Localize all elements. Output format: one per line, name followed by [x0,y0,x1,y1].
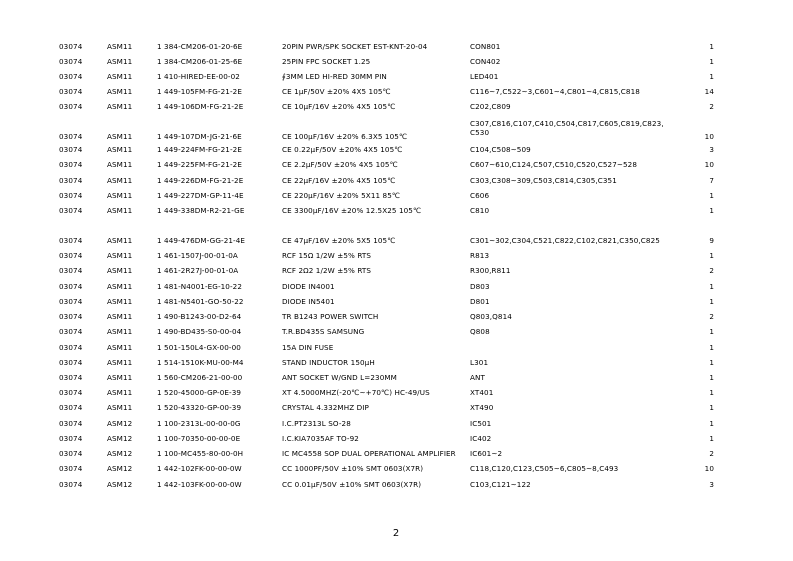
cell-ref: Q803,Q814 [470,312,512,321]
cell-model: ASM11 [107,236,133,245]
cell-model: ASM11 [107,251,133,260]
cell-desc: RCF 2Ω2 1/2W ±5% RTS [282,266,372,275]
cell-model: ASM11 [107,343,133,352]
cell-model: ASM11 [107,206,133,215]
cell-desc: CE 47μF/16V ±20% 5X5 105℃ [282,236,396,245]
cell-part: 1 490-B1243-00-D2-64 [157,312,242,321]
cell-part: 1 449-227DM-GP-11-4E [157,191,244,200]
cell-qty: 1 [709,191,714,200]
cell-job: 03074 [59,266,83,275]
cell-ref: R813 [470,251,490,260]
cell-model: ASM11 [107,373,133,382]
cell-ref: ANT [470,373,485,382]
cell-job: 03074 [59,464,83,473]
cell-part: 1 449-226DM-FG-21-2E [157,176,244,185]
cell-qty: 1 [709,343,714,352]
cell-model: ASM11 [107,160,133,169]
cell-desc: T.R.BD435S SAMSUNG [282,327,365,336]
cell-job: 03074 [59,191,83,200]
cell-ref: IC501 [470,419,492,428]
cell-part: 1 100-70350-00-00-0E [157,434,241,443]
cell-ref: XT490 [470,403,494,412]
cell-job: 03074 [59,403,83,412]
cell-model: ASM11 [107,87,133,96]
cell-job: 03074 [59,160,83,169]
cell-job: 03074 [59,132,83,141]
cell-part: 1 100-MC455-80-00-0H [157,449,244,458]
cell-job: 03074 [59,388,83,397]
cell-part: 1 560-CM206-21-00-00 [157,373,243,382]
cell-qty: 3 [709,480,714,489]
cell-part: 1 384-CM206-01-20-6E [157,42,243,51]
cell-qty: 1 [709,72,714,81]
cell-ref: C104,C508~509 [470,145,531,154]
cell-desc: CE 3300μF/16V ±20% 12.5X25 105℃ [282,206,422,215]
cell-part: 1 449-476DM-GG-21-4E [157,236,246,245]
cell-desc: CE 220μF/16V ±20% 5X11 85℃ [282,191,401,200]
cell-part: 1 514-1510K-MU-00-M4 [157,358,244,367]
cell-desc: STAND INDUCTOR 150μH [282,358,375,367]
cell-job: 03074 [59,72,83,81]
cell-model: ASM11 [107,282,133,291]
cell-part: 1 442-103FK-00-00-0W [157,480,242,489]
cell-qty: 1 [709,388,714,397]
cell-ref: IC601~2 [470,449,503,458]
cell-desc: CE 22μF/16V ±20% 4X5 105℃ [282,176,396,185]
cell-job: 03074 [59,358,83,367]
cell-part: 1 100-2313L-00-00-0G [157,419,241,428]
cell-model: ASM11 [107,57,133,66]
cell-job: 03074 [59,57,83,66]
cell-qty: 7 [709,176,714,185]
cell-qty: 1 [709,251,714,260]
cell-model: ASM12 [107,480,133,489]
cell-model: ASM11 [107,327,133,336]
cell-job: 03074 [59,297,83,306]
cell-job: 03074 [59,87,83,96]
cell-part: 1 461-1507J-00-01-0A [157,251,238,260]
cell-job: 03074 [59,145,83,154]
cell-desc: 25PIN FPC SOCKET 1.25 [282,57,371,66]
cell-job: 03074 [59,373,83,382]
cell-desc: RCF 15Ω 1/2W ±5% RTS [282,251,372,260]
cell-part: 1 410-HIRED-EE-00-02 [157,72,240,81]
cell-ref: C202,C809 [470,102,511,111]
cell-desc: IC MC4558 SOP DUAL OPERATIONAL AMPLIFIER [282,449,456,458]
cell-desc: I.C.PT2313L SO-28 [282,419,351,428]
cell-qty: 10 [704,160,714,169]
cell-job: 03074 [59,343,83,352]
cell-job: 03074 [59,42,83,51]
cell-desc: CE 1μF/50V ±20% 4X5 105℃ [282,87,391,96]
cell-part: 1 384-CM206-01-25-6E [157,57,243,66]
cell-qty: 1 [709,327,714,336]
cell-model: ASM11 [107,42,133,51]
cell-desc: CE 0.22μF/50V ±20% 4X5 105℃ [282,145,403,154]
cell-ref: R300,R811 [470,266,511,275]
cell-ref: C303,C308~309,C503,C814,C305,C351 [470,176,617,185]
cell-job: 03074 [59,251,83,260]
cell-ref: CON402 [470,57,501,66]
cell-model: ASM12 [107,464,133,473]
cell-ref: C118,C120,C123,C505~6,C805~8,C493 [470,464,619,473]
cell-model: ASM11 [107,312,133,321]
cell-part: 1 442-102FK-00-00-0W [157,464,242,473]
cell-part: 1 449-338DM-R2-21-GE [157,206,245,215]
cell-qty: 14 [704,87,714,96]
cell-model: ASM11 [107,403,133,412]
cell-qty: 1 [709,297,714,306]
cell-qty: 2 [709,266,714,275]
cell-qty: 1 [709,403,714,412]
cell-model: ASM11 [107,191,133,200]
cell-ref: C810 [470,206,490,215]
cell-qty: 2 [709,102,714,111]
cell-qty: 1 [709,42,714,51]
cell-part: 1 481-N5401-GO-50-22 [157,297,244,306]
cell-desc: 15A DIN FUSE [282,343,334,352]
cell-desc: I.C.KIA7035AF TO-92 [282,434,359,443]
cell-part: 1 449-107DM-JG-21-6E [157,132,242,141]
cell-job: 03074 [59,480,83,489]
cell-ref: C116~7,C522~3,C601~4,C801~4,C815,C818 [470,87,640,96]
cell-qty: 1 [709,206,714,215]
cell-ref: C301~302,C304,C521,C822,C102,C821,C350,C825 [470,236,660,245]
cell-desc: CC 0.01μF/50V ±10% SMT 0603(X7R) [282,480,422,489]
cell-part: 1 449-105FM-FG-21-2E [157,87,242,96]
cell-qty: 2 [709,312,714,321]
cell-ref: LED401 [470,72,499,81]
cell-ref: C307,C816,C107,C410,C504,C817,C605,C819,C823, C530 [470,119,664,137]
cell-job: 03074 [59,282,83,291]
cell-ref: XT401 [470,388,494,397]
cell-qty: 10 [704,132,714,141]
cell-ref: Q808 [470,327,490,336]
cell-model: ASM12 [107,449,133,458]
cell-job: 03074 [59,236,83,245]
cell-model: ASM11 [107,132,133,141]
cell-job: 03074 [59,312,83,321]
cell-part: 1 449-106DM-FG-21-2E [157,102,244,111]
cell-model: ASM11 [107,102,133,111]
cell-model: ASM11 [107,176,133,185]
cell-desc: CRYSTAL 4.332MHZ DIP [282,403,369,412]
cell-part: 1 520-45000-GP-0E-39 [157,388,242,397]
cell-job: 03074 [59,419,83,428]
cell-job: 03074 [59,102,83,111]
cell-qty: 3 [709,145,714,154]
cell-ref: IC402 [470,434,492,443]
cell-desc: ANT SOCKET W/GND L=230MM [282,373,397,382]
cell-ref: CON801 [470,42,501,51]
cell-model: ASM12 [107,419,133,428]
cell-qty: 1 [709,373,714,382]
cell-model: ASM11 [107,72,133,81]
cell-job: 03074 [59,434,83,443]
cell-model: ASM11 [107,145,133,154]
cell-part: 1 449-224FM-FG-21-2E [157,145,242,154]
cell-part: 1 449-225FM-FG-21-2E [157,160,242,169]
page-number: 2 [392,528,400,539]
cell-part: 1 481-N4001-EG-10-22 [157,282,243,291]
cell-qty: 1 [709,358,714,367]
cell-ref: L301 [470,358,489,367]
cell-qty: 1 [709,282,714,291]
cell-desc: DIODE IN4001 [282,282,335,291]
cell-qty: 2 [709,449,714,458]
cell-ref: C607~610,C124,C507,C510,C520,C527~528 [470,160,638,169]
cell-job: 03074 [59,449,83,458]
cell-job: 03074 [59,327,83,336]
cell-qty: 9 [709,236,714,245]
cell-desc: CE 2.2μF/50V ±20% 4X5 105℃ [282,160,398,169]
cell-part: 1 490-BD435-S0-00-04 [157,327,242,336]
cell-desc: DIODE IN5401 [282,297,335,306]
cell-job: 03074 [59,176,83,185]
cell-ref: D803 [470,282,490,291]
cell-ref: C606 [470,191,490,200]
cell-desc: 20PIN PWR/SPK SOCKET EST-KNT-20-04 [282,42,428,51]
cell-part: 1 461-2R27J-00-01-0A [157,266,239,275]
cell-desc: ∮3MM LED HI-RED 30MM PIN [282,72,387,81]
cell-model: ASM12 [107,434,133,443]
cell-model: ASM11 [107,388,133,397]
cell-job: 03074 [59,206,83,215]
cell-part: 1 501-150L4-GX-00-00 [157,343,241,352]
cell-qty: 1 [709,57,714,66]
cell-qty: 1 [709,419,714,428]
cell-model: ASM11 [107,358,133,367]
cell-qty: 1 [709,434,714,443]
cell-ref: C103,C121~122 [470,480,531,489]
cell-part: 1 520-43320-GP-00-39 [157,403,242,412]
cell-model: ASM11 [107,297,133,306]
cell-desc: CE 100μF/16V ±20% 6.3X5 105℃ [282,132,408,141]
cell-ref: D801 [470,297,490,306]
cell-desc: CE 10μF/16V ±20% 4X5 105℃ [282,102,396,111]
cell-model: ASM11 [107,266,133,275]
cell-desc: XT 4.5000MHZ(-20℃~+70℃) HC-49/US [282,388,430,397]
cell-desc: TR B1243 POWER SWITCH [282,312,379,321]
cell-qty: 10 [704,464,714,473]
cell-desc: CC 1000PF/50V ±10% SMT 0603(X7R) [282,464,424,473]
